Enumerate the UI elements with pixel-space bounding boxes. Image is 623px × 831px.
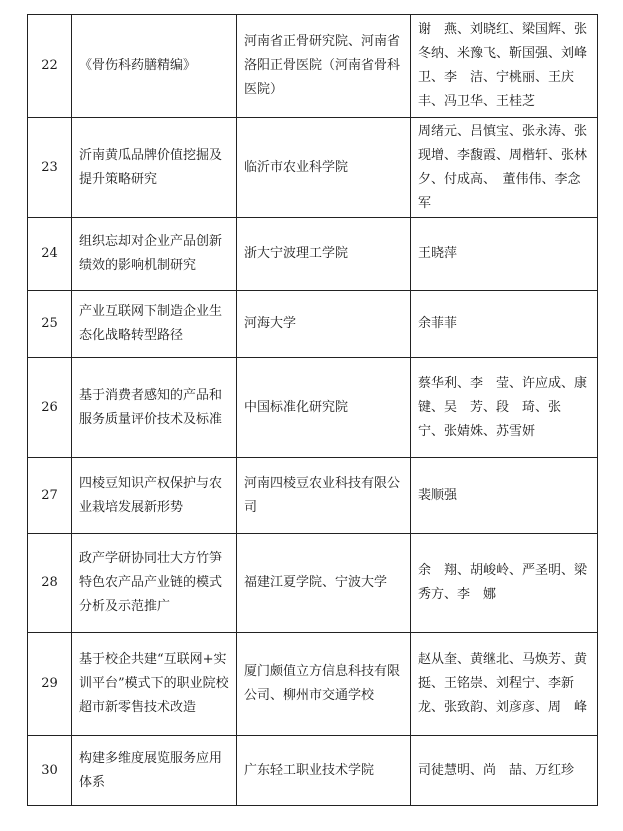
project-title: 基于校企共建“互联网+实训平台”模式下的职业院校超市新零售技术改造 — [72, 633, 237, 736]
row-number: 28 — [28, 534, 72, 633]
awards-table — [27, 14, 601, 806]
table-row — [28, 458, 598, 534]
completing-unit: 福建江夏学院、宁波大学 — [237, 534, 411, 633]
completing-people: 司徒慧明、尚 喆、万红珍 — [411, 736, 598, 806]
row-number: 27 — [28, 458, 72, 534]
completing-people: 蔡华利、李 莹、许应成、康 键、吴 芳、段 琦、张 宁、张婧姝、苏雪妍 — [411, 358, 598, 458]
completing-unit: 河南四棱豆农业科技有限公司 — [237, 458, 411, 534]
table-row — [28, 118, 598, 218]
table-row — [28, 358, 598, 458]
completing-people: 裴顺强 — [411, 458, 598, 534]
completing-people: 余菲菲 — [411, 291, 598, 358]
project-title: 政产学研协同壮大方竹笋特色农产品产业链的模式分析及示范推广 — [72, 534, 237, 633]
completing-people: 谢 燕、刘晓红、梁国辉、张冬纳、米豫飞、靳国强、刘峰卫、李 洁、宁桃丽、王庆丰、冯卫华、王桂芝 — [411, 15, 598, 118]
completing-unit: 广东轻工职业技术学院 — [237, 736, 411, 806]
project-title: 沂南黄瓜品牌价值挖掘及提升策略研究 — [72, 118, 237, 218]
row-number: 24 — [28, 218, 72, 291]
table-row — [28, 291, 598, 358]
completing-unit: 厦门颇值立方信息科技有限公司、柳州市交通学校 — [237, 633, 411, 736]
completing-people: 周绪元、吕慎宝、张永涛、张现增、李馥霞、周楷轩、张林夕、付成高、 董伟伟、李念军 — [411, 118, 598, 218]
table-row — [28, 534, 598, 633]
table-row — [28, 633, 598, 736]
completing-unit: 河海大学 — [237, 291, 411, 358]
completing-people: 余 翔、胡峻岭、严圣明、梁秀方、李 娜 — [411, 534, 598, 633]
project-title: 构建多维度展览服务应用体系 — [72, 736, 237, 806]
project-title: 《骨伤科药膳精编》 — [72, 15, 237, 118]
project-title: 组织忘却对企业产品创新绩效的影响机制研究 — [72, 218, 237, 291]
completing-people: 赵从奎、黄继北、马焕芳、黄 挺、王铭崇、刘程宁、李新龙、张致韵、刘彦彦、周 峰 — [411, 633, 598, 736]
project-title: 基于消费者感知的产品和服务质量评价技术及标准 — [72, 358, 237, 458]
project-title: 四棱豆知识产权保护与农业栽培发展新形势 — [72, 458, 237, 534]
row-number: 26 — [28, 358, 72, 458]
row-number: 23 — [28, 118, 72, 218]
awards-table-body — [28, 15, 601, 806]
row-number: 25 — [28, 291, 72, 358]
completing-unit: 临沂市农业科学院 — [237, 118, 411, 218]
row-number: 30 — [28, 736, 72, 806]
completing-people: 王晓萍 — [411, 218, 598, 291]
project-title: 产业互联网下制造企业生态化战略转型路径 — [72, 291, 237, 358]
table-row — [28, 736, 598, 806]
completing-unit: 中国标准化研究院 — [237, 358, 411, 458]
row-number: 22 — [28, 15, 72, 118]
row-number: 29 — [28, 633, 72, 736]
completing-unit: 浙大宁波理工学院 — [237, 218, 411, 291]
table-row — [28, 218, 598, 291]
table-row — [28, 15, 598, 118]
completing-unit: 河南省正骨研究院、河南省洛阳正骨医院（河南省骨科医院） — [237, 15, 411, 118]
